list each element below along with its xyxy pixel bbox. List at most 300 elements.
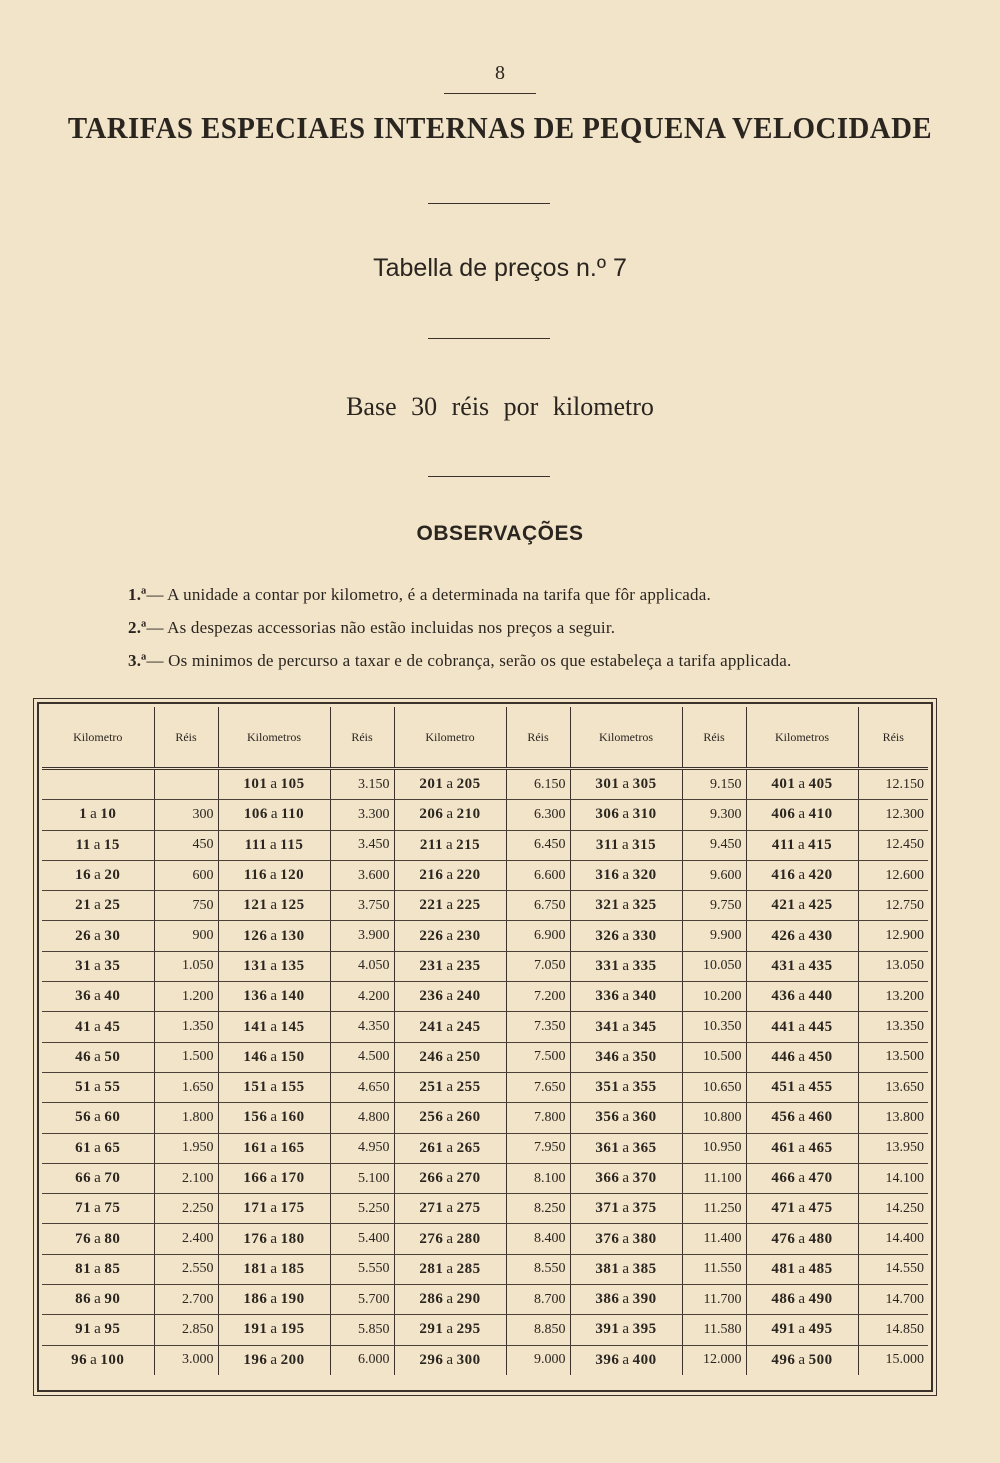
km-to: 375 [632, 1200, 657, 1217]
km-range-cell [394, 982, 506, 1012]
table-row [42, 1133, 928, 1163]
reis-cell: 5.550 [330, 1254, 394, 1284]
km-from: 76 [75, 1230, 92, 1247]
km-to: 45 [104, 1018, 121, 1035]
km-range-cell [218, 1072, 330, 1102]
range-separator: a [798, 1321, 806, 1338]
table-row [42, 1163, 928, 1193]
km-range-cell [570, 1285, 682, 1315]
km-range-cell [570, 860, 682, 890]
km-from: 381 [595, 1260, 620, 1277]
km-range-cell [746, 951, 858, 981]
reis-cell: 9.900 [682, 921, 746, 951]
km-from: 481 [771, 1260, 796, 1277]
km-from: 311 [595, 836, 619, 853]
km-from: 491 [771, 1321, 796, 1338]
reis-cell: 900 [154, 921, 218, 951]
km-to: 40 [104, 988, 121, 1005]
km-range-cell [746, 1254, 858, 1284]
km-from: 231 [419, 957, 444, 974]
km-to: 500 [808, 1351, 833, 1368]
range-separator: a [798, 957, 806, 974]
km-range-cell [394, 1133, 506, 1163]
km-range-cell [394, 1315, 506, 1345]
km-from: 216 [419, 867, 444, 884]
reis-cell: 7.800 [506, 1103, 570, 1133]
range-separator: a [94, 1291, 102, 1308]
km-to: 455 [808, 1079, 833, 1096]
reis-cell: 9.450 [682, 830, 746, 860]
reis-cell: 8.250 [506, 1194, 570, 1224]
km-from: 131 [243, 957, 268, 974]
table-row [42, 982, 928, 1012]
km-from: 21 [75, 897, 92, 914]
table-row [42, 1315, 928, 1345]
km-range-cell [218, 1194, 330, 1224]
reis-cell: 12.450 [858, 830, 928, 860]
range-separator: a [798, 1351, 806, 1368]
range-separator: a [270, 1018, 278, 1035]
range-separator: a [446, 1170, 454, 1186]
km-from: 276 [419, 1230, 444, 1247]
km-range-cell [570, 1163, 682, 1193]
reis-cell: 4.650 [330, 1072, 394, 1102]
range-separator: a [622, 1230, 630, 1247]
km-range-cell [42, 1345, 154, 1375]
km-to: 485 [808, 1260, 833, 1277]
km-range-cell [218, 1012, 330, 1042]
reis-cell: 12.600 [858, 860, 928, 890]
km-to: 395 [632, 1321, 657, 1338]
range-separator: a [622, 1048, 630, 1065]
reis-cell: 10.350 [682, 1012, 746, 1042]
range-separator: a [270, 1291, 278, 1308]
reis-cell: 10.950 [682, 1133, 746, 1163]
km-range-cell [394, 1224, 506, 1254]
km-range-cell [218, 1254, 330, 1284]
reis-cell: 5.100 [330, 1163, 394, 1193]
range-separator: a [90, 1351, 98, 1368]
km-range-cell [218, 921, 330, 951]
column-header: Kilometro [42, 707, 154, 769]
range-separator: a [446, 806, 454, 823]
km-from: 141 [243, 1018, 268, 1035]
km-from: 416 [771, 867, 796, 884]
reis-cell: 12.900 [858, 921, 928, 951]
km-to: 270 [456, 1170, 481, 1186]
reis-cell: 7.350 [506, 1012, 570, 1042]
range-separator: a [270, 1200, 278, 1217]
km-from: 86 [75, 1291, 92, 1308]
range-separator: a [798, 988, 806, 1005]
km-to: 295 [456, 1321, 481, 1338]
range-separator: a [798, 1018, 806, 1035]
reis-cell: 10.200 [682, 982, 746, 1012]
km-from: 106 [243, 806, 268, 823]
km-to: 70 [104, 1170, 121, 1186]
range-separator: a [446, 957, 454, 974]
table-row [42, 951, 928, 981]
km-range-cell [42, 891, 154, 921]
km-from: 181 [243, 1260, 268, 1277]
km-from: 321 [595, 897, 620, 914]
table-row [42, 1345, 928, 1375]
reis-cell: 7.200 [506, 982, 570, 1012]
range-separator: a [94, 1230, 102, 1247]
km-range-cell [746, 1072, 858, 1102]
observation-2: 2.ª— As despezas accessorias não estão incluidas nos preços a seguir. [128, 618, 616, 637]
column-header: Réis [682, 707, 746, 769]
range-separator: a [622, 927, 630, 944]
reis-cell: 10.500 [682, 1042, 746, 1072]
table-row [42, 891, 928, 921]
table-header-row [42, 707, 928, 769]
km-from: 126 [243, 927, 268, 944]
km-to: 245 [456, 1018, 481, 1035]
km-from: 456 [771, 1109, 796, 1126]
reis-cell: 5.850 [330, 1315, 394, 1345]
reis-cell: 12.000 [682, 1345, 746, 1375]
reis-cell: 6.450 [506, 830, 570, 860]
column-header: Réis [858, 707, 928, 769]
reis-cell: 13.950 [858, 1133, 928, 1163]
km-range-cell [746, 860, 858, 890]
km-range-cell [42, 1163, 154, 1193]
km-from: 246 [419, 1048, 444, 1065]
km-range-cell [42, 921, 154, 951]
range-separator: a [446, 1018, 454, 1035]
table-row [42, 1224, 928, 1254]
km-from: 46 [75, 1048, 92, 1065]
reis-cell: 12.750 [858, 891, 928, 921]
table-row [42, 860, 928, 890]
km-from: 371 [595, 1200, 620, 1217]
km-from: 286 [419, 1291, 444, 1308]
range-separator: a [446, 1230, 454, 1247]
km-from: 121 [243, 897, 268, 914]
km-range-cell [570, 1012, 682, 1042]
km-from: 236 [419, 988, 444, 1005]
range-separator: a [93, 836, 101, 853]
km-to: 75 [104, 1200, 121, 1217]
km-range-cell [570, 1224, 682, 1254]
km-range-cell [42, 1254, 154, 1284]
reis-cell: 8.400 [506, 1224, 570, 1254]
km-range-cell [218, 1163, 330, 1193]
reis-cell: 8.850 [506, 1315, 570, 1345]
km-to: 85 [104, 1260, 121, 1277]
table-title: Tabella de preços n.º 7 [373, 254, 627, 282]
km-to: 150 [280, 1048, 305, 1065]
km-to: 385 [632, 1260, 657, 1277]
km-to: 65 [104, 1139, 121, 1156]
range-separator: a [446, 1109, 454, 1126]
km-to: 140 [280, 988, 305, 1005]
reis-cell: 13.500 [858, 1042, 928, 1072]
km-from: 161 [243, 1139, 268, 1156]
table-row [42, 769, 928, 800]
reis-cell: 11.250 [682, 1194, 746, 1224]
reis-cell: 9.150 [682, 769, 746, 800]
range-separator: a [622, 1139, 630, 1156]
reis-cell: 14.100 [858, 1163, 928, 1193]
km-range-cell [218, 1285, 330, 1315]
km-from: 426 [771, 927, 796, 944]
range-separator: a [270, 1351, 278, 1368]
km-to: 205 [456, 776, 481, 793]
km-to: 400 [632, 1351, 657, 1368]
page-number-rule [444, 93, 536, 94]
km-range-cell [570, 1254, 682, 1284]
km-from: 136 [243, 988, 268, 1005]
km-to: 390 [632, 1291, 657, 1308]
km-range-cell [42, 1072, 154, 1102]
km-from: 441 [771, 1018, 796, 1035]
km-from: 336 [595, 988, 620, 1005]
km-from: 431 [771, 957, 796, 974]
km-to: 145 [280, 1018, 305, 1035]
km-from: 196 [243, 1351, 268, 1368]
km-range-cell [746, 1042, 858, 1072]
km-to: 50 [104, 1048, 121, 1065]
km-range-cell [42, 1194, 154, 1224]
km-range-cell [570, 1345, 682, 1375]
page-number: 8 [495, 62, 505, 84]
range-separator: a [446, 867, 454, 884]
range-separator: a [94, 1200, 102, 1217]
km-range-cell [394, 921, 506, 951]
km-from: 281 [419, 1260, 444, 1277]
divider-3 [428, 476, 550, 477]
reis-cell: 3.300 [330, 800, 394, 830]
range-separator: a [94, 1048, 102, 1065]
km-to: 125 [280, 897, 305, 914]
km-range-cell [394, 1042, 506, 1072]
km-from: 351 [595, 1079, 620, 1096]
km-to: 170 [280, 1170, 305, 1186]
reis-cell: 9.300 [682, 800, 746, 830]
reis-cell: 2.400 [154, 1224, 218, 1254]
range-separator: a [446, 897, 454, 914]
column-header: Kilometros [218, 707, 330, 769]
km-to: 435 [808, 957, 833, 974]
range-separator: a [270, 1170, 278, 1186]
km-to: 90 [104, 1291, 121, 1308]
km-range-cell [394, 891, 506, 921]
reis-cell: 4.350 [330, 1012, 394, 1042]
km-range-cell [394, 1012, 506, 1042]
km-range-cell [570, 951, 682, 981]
km-range-cell [746, 982, 858, 1012]
km-from: 206 [419, 806, 444, 823]
km-to: 15 [103, 836, 120, 853]
range-separator: a [622, 1351, 630, 1368]
km-range-cell [570, 1315, 682, 1345]
km-to: 80 [104, 1230, 121, 1247]
km-from: 116 [243, 867, 267, 884]
reis-cell: 10.650 [682, 1072, 746, 1102]
reis-cell: 13.800 [858, 1103, 928, 1133]
observation-3: 3.ª— Os minimos de percurso a taxar e de cobrança, serão os que estabeleça a tarifa applicada. [128, 651, 792, 670]
range-separator: a [94, 1170, 102, 1186]
km-to: 275 [456, 1200, 481, 1217]
km-from: 66 [75, 1170, 92, 1186]
km-from: 461 [771, 1139, 796, 1156]
km-from: 186 [243, 1291, 268, 1308]
km-range-cell [394, 1194, 506, 1224]
km-from: 411 [771, 836, 795, 853]
range-separator: a [798, 1079, 806, 1096]
range-separator: a [94, 1109, 102, 1126]
reis-cell: 3.150 [330, 769, 394, 800]
km-to: 345 [632, 1018, 657, 1035]
range-separator: a [622, 1321, 630, 1338]
range-separator: a [798, 806, 806, 823]
range-separator: a [798, 1291, 806, 1308]
reis-cell: 7.500 [506, 1042, 570, 1072]
km-range-cell [218, 1224, 330, 1254]
km-to: 250 [456, 1048, 481, 1065]
km-from: 171 [243, 1200, 268, 1217]
km-to: 410 [808, 806, 833, 823]
reis-cell: 1.050 [154, 951, 218, 981]
km-to: 200 [280, 1351, 305, 1368]
range-separator: a [622, 1291, 630, 1308]
base-rate: Base 30 réis por kilometro [346, 392, 654, 421]
km-to: 30 [104, 927, 121, 944]
km-from: 96 [71, 1351, 88, 1368]
km-from: 361 [595, 1139, 620, 1156]
reis-cell: 13.350 [858, 1012, 928, 1042]
reis-cell: 7.950 [506, 1133, 570, 1163]
column-header: Kilometros [746, 707, 858, 769]
divider-2 [428, 338, 550, 339]
km-from: 316 [595, 867, 620, 884]
reis-cell: 11.100 [682, 1163, 746, 1193]
table-row [42, 800, 928, 830]
km-from: 291 [419, 1321, 444, 1338]
range-separator: a [94, 1079, 102, 1096]
km-to: 305 [632, 776, 657, 793]
range-separator: a [446, 1139, 454, 1156]
reis-cell: 1.950 [154, 1133, 218, 1163]
km-to: 60 [104, 1109, 121, 1126]
table-row [42, 1012, 928, 1042]
km-to: 215 [456, 836, 481, 853]
range-separator: a [622, 806, 630, 823]
km-to: 360 [632, 1109, 657, 1126]
range-separator: a [622, 988, 630, 1005]
reis-cell: 7.050 [506, 951, 570, 981]
reis-cell: 2.550 [154, 1254, 218, 1284]
km-to: 290 [456, 1291, 481, 1308]
km-to: 355 [632, 1079, 657, 1096]
range-separator: a [446, 1260, 454, 1277]
km-range-cell [570, 1103, 682, 1133]
km-to: 180 [280, 1230, 305, 1247]
range-separator: a [270, 1230, 278, 1247]
range-separator: a [90, 806, 98, 823]
km-range-cell [746, 769, 858, 800]
reis-cell: 5.700 [330, 1285, 394, 1315]
km-to: 195 [280, 1321, 305, 1338]
range-separator: a [622, 1079, 630, 1096]
km-from: 356 [595, 1109, 620, 1126]
reis-cell: 2.100 [154, 1163, 218, 1193]
range-separator: a [798, 776, 806, 793]
km-to: 315 [632, 836, 657, 853]
range-separator: a [270, 1048, 278, 1065]
range-separator: a [622, 1200, 630, 1217]
km-to: 325 [632, 897, 657, 914]
reis-cell: 13.650 [858, 1072, 928, 1102]
km-range-cell [218, 800, 330, 830]
km-from: 71 [75, 1200, 92, 1217]
km-from: 406 [771, 806, 796, 823]
range-separator: a [446, 927, 454, 944]
km-range-cell [42, 769, 154, 800]
km-from: 396 [595, 1351, 620, 1368]
km-range-cell [218, 1315, 330, 1345]
km-from: 11 [75, 836, 91, 853]
km-from: 256 [419, 1109, 444, 1126]
range-separator: a [622, 897, 630, 914]
range-separator: a [270, 1079, 278, 1096]
km-from: 36 [75, 988, 92, 1005]
range-separator: a [798, 1139, 806, 1156]
km-range-cell [570, 982, 682, 1012]
reis-cell: 6.900 [506, 921, 570, 951]
km-to: 445 [808, 1018, 833, 1035]
reis-cell: 14.550 [858, 1254, 928, 1284]
km-from: 41 [75, 1018, 92, 1035]
observations-list [128, 578, 908, 677]
km-range-cell [570, 830, 682, 860]
range-separator: a [270, 1321, 278, 1338]
range-separator: a [446, 1079, 454, 1096]
reis-cell: 2.850 [154, 1315, 218, 1345]
km-to: 470 [808, 1170, 833, 1186]
reis-cell [154, 769, 218, 800]
reis-cell: 13.200 [858, 982, 928, 1012]
reis-cell: 14.250 [858, 1194, 928, 1224]
reis-cell: 14.400 [858, 1224, 928, 1254]
reis-cell: 6.300 [506, 800, 570, 830]
km-to: 255 [456, 1079, 481, 1096]
range-separator: a [94, 867, 102, 884]
km-range-cell [42, 1042, 154, 1072]
reis-cell: 750 [154, 891, 218, 921]
range-separator: a [622, 957, 630, 974]
km-from: 446 [771, 1048, 796, 1065]
column-header: Réis [154, 707, 218, 769]
reis-cell: 300 [154, 800, 218, 830]
tariff-table [42, 707, 928, 1375]
km-to: 115 [280, 836, 304, 853]
column-header: Kilometro [394, 707, 506, 769]
km-range-cell [394, 1254, 506, 1284]
km-range-cell [218, 1345, 330, 1375]
km-to: 210 [456, 806, 481, 823]
range-separator: a [94, 957, 102, 974]
divider-1 [428, 203, 550, 204]
km-to: 260 [456, 1109, 481, 1126]
km-to: 340 [632, 988, 657, 1005]
range-separator: a [270, 957, 278, 974]
table-row [42, 1103, 928, 1133]
km-to: 175 [280, 1200, 305, 1217]
reis-cell: 1.500 [154, 1042, 218, 1072]
